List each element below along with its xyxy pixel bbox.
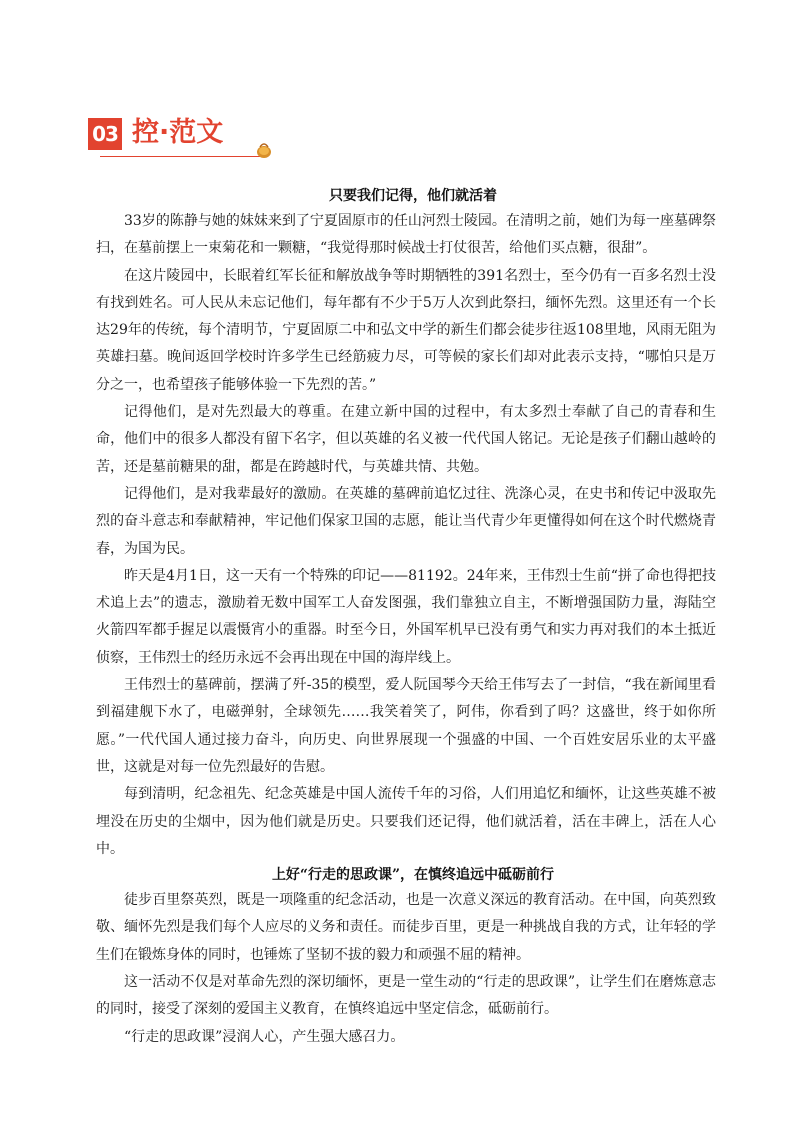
essay1-title: 只要我们记得，他们就活着 bbox=[329, 188, 497, 204]
section-title: 控·范文 bbox=[132, 117, 224, 148]
essay1-paragraph: 在这片陵园中，长眠着红军长征和解放战争等时期牺牲的391名烈士，至今仍有一百多名烈士没有找到姓名。可人民从未忘记他们，每年都有不少于5万人次到此祭扫，缅怀先烈。这里还有一个长达29年的传统，每个清明节，宁夏固原二中和弘文中学的新生们都会徒步往返108里地，风雨无阻为英雄扫墓。晚间返回学校时许多学生已经筋疲力尽，可等候的家长们却对此表示支持，“哪怕只是万分之一，也希望孩子能够体验一下先烈的苦。” bbox=[96, 267, 716, 393]
essay1-paragraph: 记得他们，是对我辈最好的激励。在英雄的墓碑前追忆过往、洗涤心灵，在史书和传记中汲取先烈的奋斗意志和奉献精神，牢记他们保家卫国的志愿，能让当代青少年更懂得如何在这个时代燃烧青春，为国为民。 bbox=[96, 485, 716, 557]
section-underline bbox=[100, 156, 260, 157]
ornament-icon bbox=[256, 141, 272, 159]
essay1-paragraph: 昨天是4月1日，这一天有一个特殊的印记——81192。24年来，王伟烈士生前“拼了命也得把技术追上去”的遗志，激励着无数中国军工人奋发图强，我们靠独立自主，不断增强国防力量，海陆空火箭四军都手握足以震慑宵小的重器。时至今日，外国军机早已没有勇气和实力再对我们的本土抵近侦察，王伟烈士的经历永远不会再出现在中国的海岸线上。 bbox=[96, 567, 716, 666]
essay1-paragraph: 王伟烈士的墓碑前，摆满了歼-35的模型，爱人阮国琴今天给王伟写去了一封信，“我在新闻里看到福建舰下水了，电磁弹射，全球领先……我笑着笑了，阿伟，你看到了吗？这盛世，终于如你所愿。”一代代国人通过接力奋斗，向历史、向世界展现一个强盛的中国、一个百姓安居乐业的太平盛世，这就是对每一位先烈最好的告慰。 bbox=[96, 677, 716, 775]
section-number-badge: 03 bbox=[88, 118, 122, 150]
essay2-title: 上好“行走的思政课”，在慎终追远中砥砺前行 bbox=[271, 867, 555, 884]
essay2-paragraph: 这一活动不仅是对革命先烈的深切缅怀，更是一堂生动的“行走的思政课”，让学生们在磨炼意志的同时，接受了深刻的爱国主义教育，在慎终追远中坚定信念，砥砺前行。 bbox=[96, 974, 716, 1018]
essay1-paragraph: 33岁的陈静与她的妹妹来到了宁夏固原市的任山河烈士陵园。在清明之前，她们为每一座墓碑祭扫，在墓前摆上一束菊花和一颗糖，“我觉得那时候战士打仗很苦，给他们买点糖，很甜”。 bbox=[96, 213, 716, 257]
essay1-paragraph: 每到清明，纪念祖先、纪念英雄是中国人流传千年的习俗，人们用追忆和缅怀，让这些英雄不被埋没在历史的尘烟中，因为他们就是历史。只要我们还记得，他们就活着，活在丰碑上，活在人心中。 bbox=[96, 786, 716, 857]
essay2-paragraph: 徒步百里祭英烈，既是一项隆重的纪念活动，也是一次意义深远的教育活动。在中国，向英烈致敬、缅怀先烈是我们每个人应尽的义务和责任。而徒步百里，更是一种挑战自我的方式，让年轻的学生们在锻炼身体的同时，也锤炼了坚韧不拔的毅力和顽强不屈的精神。 bbox=[96, 892, 716, 963]
essay1-paragraph: 记得他们，是对先烈最大的尊重。在建立新中国的过程中，有太多烈士奉献了自己的青春和生命，他们中的很多人都没有留下名字，但以英雄的名义被一代代国人铭记。无论是孩子们翻山越岭的苦，还是墓前糖果的甜，都是在跨越时代，与英雄共情、共勉。 bbox=[96, 404, 716, 475]
section-header bbox=[88, 116, 288, 156]
essay2-paragraph: “行走的思政课”浸润人心，产生强大感召力。 bbox=[124, 1028, 405, 1045]
essay-content bbox=[96, 184, 716, 1051]
